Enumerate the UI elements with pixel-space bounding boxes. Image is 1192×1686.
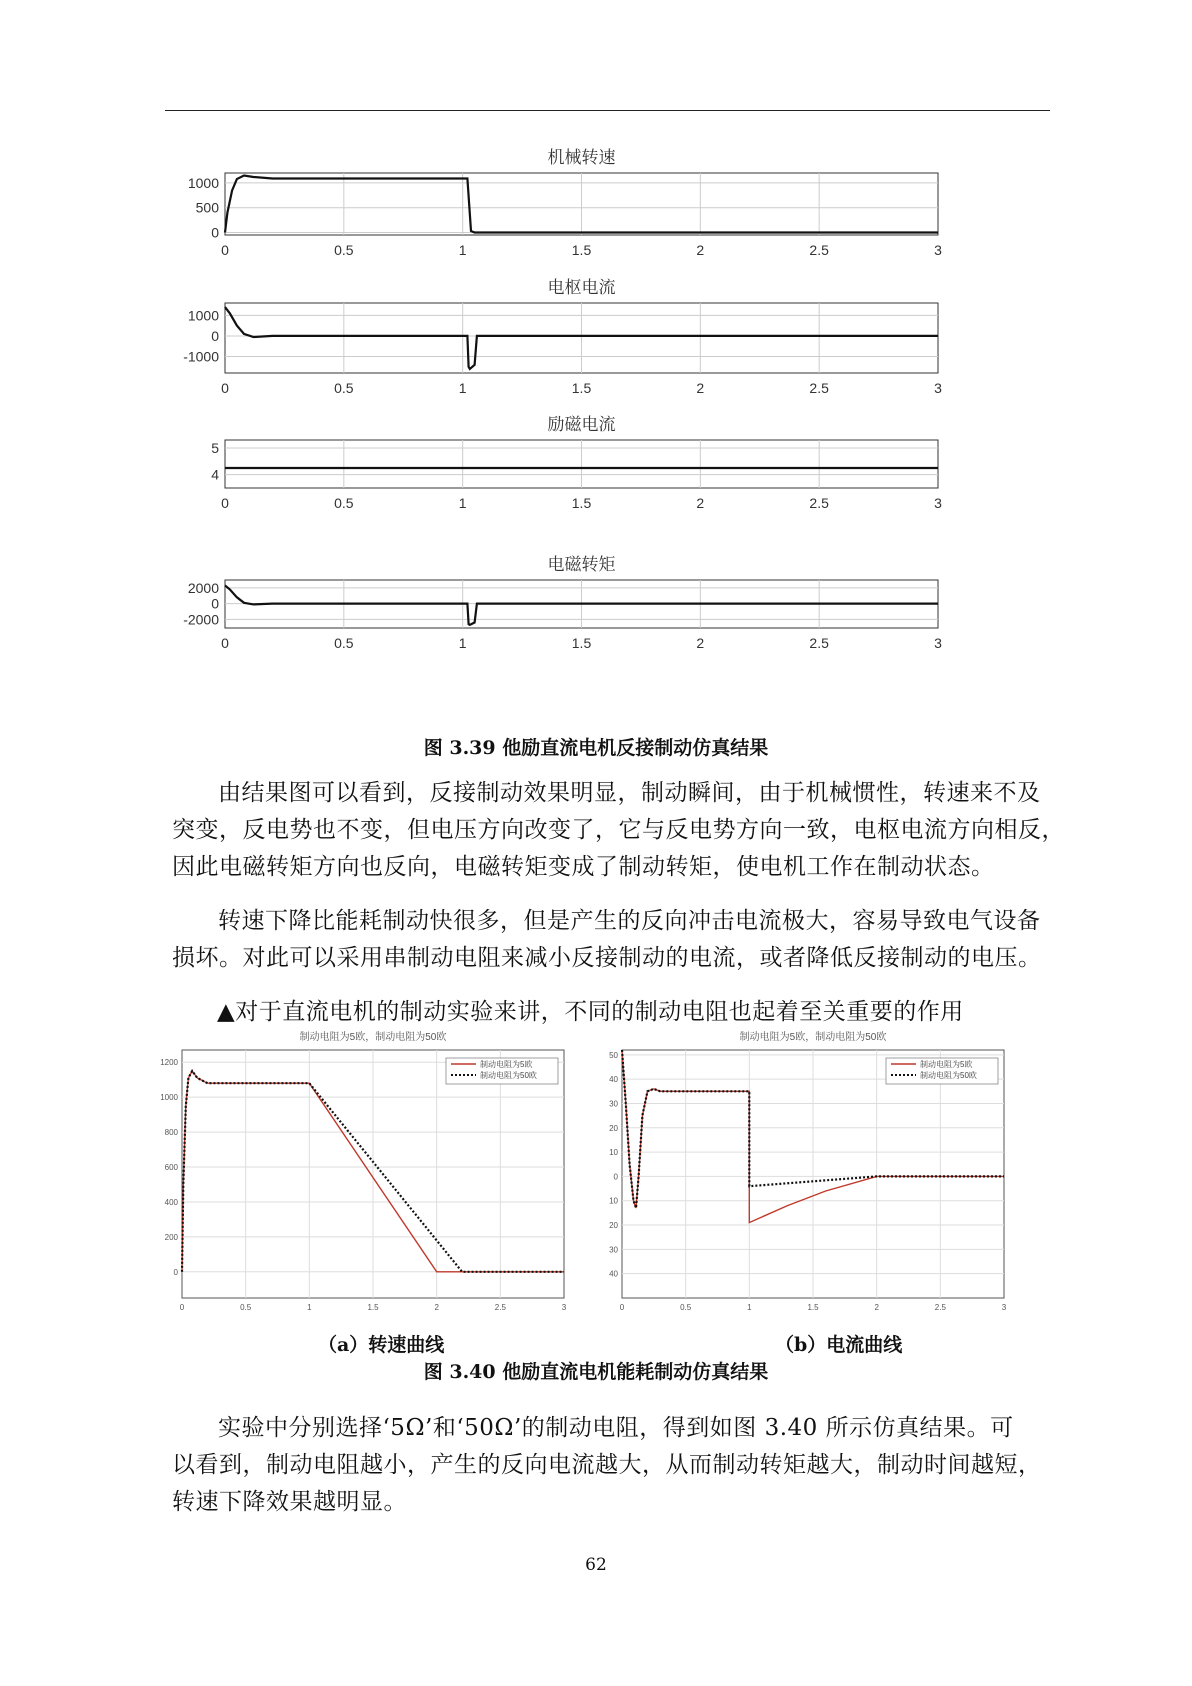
figure-3-40-caption: 图 3.40 他励直流电机能耗制动仿真结果 bbox=[423, 1361, 769, 1383]
y-tick-label: 30 bbox=[609, 1099, 618, 1109]
x-tick-label: 3 bbox=[1001, 1303, 1007, 1312]
x-tick-label: 3 bbox=[934, 635, 942, 651]
y-tick-label: 2000 bbox=[187, 579, 219, 596]
y-tick-label: -2000 bbox=[183, 611, 219, 628]
figure-3-39 bbox=[150, 135, 1030, 710]
x-tick-label: 1.5 bbox=[571, 242, 592, 258]
x-tick-label: 1.5 bbox=[807, 1303, 819, 1312]
x-tick-label: 0.5 bbox=[334, 242, 354, 258]
chart-title: 制动电阻为5欧，制动电阻为50欧 bbox=[739, 1032, 887, 1043]
x-tick-label: 1.5 bbox=[571, 635, 592, 651]
page-number: 62 bbox=[585, 1555, 607, 1575]
x-tick-label: 2 bbox=[434, 1303, 439, 1312]
paragraph-2 bbox=[172, 903, 1052, 977]
paragraph-line: 以看到，制动电阻越小，产生的反向电流越大，从而制动转矩越大，制动时间越短， bbox=[172, 1452, 1042, 1478]
paragraph-3 bbox=[172, 1410, 1052, 1521]
x-tick-label: 1 bbox=[307, 1303, 312, 1312]
x-tick-label: 0 bbox=[179, 1303, 185, 1312]
x-tick-label: 2.5 bbox=[494, 1303, 506, 1312]
paragraph-line: 转速下降效果越明显。 bbox=[172, 1489, 407, 1515]
figure-3-40-a-chart bbox=[160, 1028, 600, 1328]
panel-title: 机械转速 bbox=[547, 148, 616, 167]
x-tick-label: 3 bbox=[934, 495, 942, 511]
paragraph-1 bbox=[172, 775, 1065, 886]
y-tick-label: 5 bbox=[211, 440, 219, 456]
x-tick-label: 3 bbox=[934, 380, 942, 396]
bullet-line: ▲对于直流电机的制动实验来讲，不同的制动电阻也起着至关重要的作用 bbox=[217, 999, 964, 1025]
x-tick-label: 0.5 bbox=[240, 1303, 252, 1312]
figure-3-40-a-caption: （a）转速曲线 bbox=[318, 1334, 445, 1356]
y-tick-label: 50 bbox=[609, 1050, 618, 1060]
paragraph-line: 实验中分别选择‘5Ω’和‘50Ω’的制动电阻，得到如图 3.40 所示仿真结果。可 bbox=[218, 1415, 1014, 1441]
legend-label: 制动电阻为50欧 bbox=[480, 1071, 537, 1080]
x-tick-label: 1 bbox=[458, 495, 467, 511]
y-tick-label: 10 bbox=[609, 1148, 618, 1158]
x-tick-label: 3 bbox=[934, 242, 942, 258]
y-tick-label: 200 bbox=[164, 1232, 178, 1242]
y-tick-label: 0 bbox=[211, 595, 219, 612]
x-tick-label: 1 bbox=[458, 242, 467, 258]
y-tick-label: 20 bbox=[609, 1221, 618, 1231]
y-tick-label: 0 bbox=[613, 1172, 618, 1182]
figure-3-39-caption: 图 3.39 他励直流电机反接制动仿真结果 bbox=[423, 737, 769, 759]
x-tick-label: 0 bbox=[221, 380, 229, 396]
panel-title: 电枢电流 bbox=[547, 278, 616, 297]
y-tick-label: 600 bbox=[164, 1163, 178, 1173]
legend-label: 制动电阻为5欧 bbox=[480, 1060, 533, 1069]
x-tick-label: 0 bbox=[619, 1303, 625, 1312]
x-tick-label: 2.5 bbox=[809, 495, 829, 511]
paragraph-line: 损坏。对此可以采用串制动电阻来减小反接制动的电流，或者降低反接制动的电压。 bbox=[172, 945, 1042, 971]
figure-3-40-b-chart bbox=[600, 1028, 1040, 1328]
x-tick-label: 2.5 bbox=[809, 635, 829, 651]
x-tick-label: 2.5 bbox=[809, 380, 829, 396]
x-tick-label: 1.5 bbox=[367, 1303, 379, 1312]
legend-label: 制动电阻为50欧 bbox=[920, 1071, 977, 1080]
x-tick-label: 2.5 bbox=[934, 1303, 946, 1312]
y-tick-label: 500 bbox=[195, 199, 219, 216]
x-tick-label: 2 bbox=[696, 635, 705, 651]
x-tick-label: 0 bbox=[221, 242, 229, 258]
y-tick-label: 10 bbox=[609, 1196, 618, 1206]
y-tick-label: 20 bbox=[609, 1123, 618, 1133]
y-tick-label: -1000 bbox=[183, 348, 219, 365]
paragraph-line: 由结果图可以看到，反接制动效果明显，制动瞬间，由于机械惯性，转速来不及 bbox=[218, 780, 1041, 806]
x-tick-label: 2 bbox=[696, 242, 705, 258]
x-tick-label: 1 bbox=[747, 1303, 752, 1312]
paragraph-line: 突变，反电势也不变，但电压方向改变了，它与反电势方向一致，电枢电流方向相反， bbox=[172, 817, 1065, 843]
panel-title: 励磁电流 bbox=[547, 415, 616, 434]
chart-title: 制动电阻为5欧，制动电阻为50欧 bbox=[299, 1032, 447, 1043]
x-tick-label: 0.5 bbox=[680, 1303, 692, 1312]
figure-3-40-b-caption: （b）电流曲线 bbox=[775, 1334, 903, 1356]
paragraph-line: 转速下降比能耗制动快很多，但是产生的反向冲击电流极大，容易导致电气设备 bbox=[218, 908, 1041, 934]
x-tick-label: 0.5 bbox=[334, 635, 354, 651]
y-tick-label: 0 bbox=[173, 1267, 178, 1277]
x-tick-label: 1.5 bbox=[571, 380, 592, 396]
y-tick-label: 0 bbox=[211, 327, 219, 344]
x-tick-label: 0.5 bbox=[334, 495, 354, 511]
y-tick-label: 1000 bbox=[187, 307, 219, 324]
x-tick-label: 2 bbox=[696, 495, 705, 511]
y-tick-label: 1000 bbox=[160, 1093, 178, 1103]
y-tick-label: 1000 bbox=[187, 174, 219, 191]
x-tick-label: 0.5 bbox=[334, 380, 354, 396]
y-tick-label: 4 bbox=[211, 466, 219, 483]
x-tick-label: 2.5 bbox=[809, 242, 829, 258]
x-tick-label: 0 bbox=[221, 495, 229, 511]
y-tick-label: 0 bbox=[211, 224, 219, 241]
paragraph-line: 因此电磁转矩方向也反向，电磁转矩变成了制动转矩，使电机工作在制动状态。 bbox=[172, 854, 995, 880]
x-tick-label: 1 bbox=[458, 635, 467, 651]
legend-label: 制动电阻为5欧 bbox=[920, 1060, 973, 1069]
x-tick-label: 1 bbox=[458, 380, 467, 396]
x-tick-label: 1.5 bbox=[571, 495, 592, 511]
y-tick-label: 30 bbox=[609, 1245, 618, 1255]
x-tick-label: 3 bbox=[561, 1303, 567, 1312]
y-tick-label: 40 bbox=[609, 1269, 618, 1279]
x-tick-label: 2 bbox=[696, 380, 705, 396]
header-rule bbox=[165, 110, 1050, 111]
x-tick-label: 0 bbox=[221, 635, 229, 651]
y-tick-label: 400 bbox=[164, 1197, 178, 1207]
y-tick-label: 40 bbox=[609, 1075, 618, 1085]
y-tick-label: 800 bbox=[164, 1128, 178, 1138]
panel-title: 电磁转矩 bbox=[547, 555, 616, 574]
y-tick-label: 1200 bbox=[160, 1058, 178, 1068]
x-tick-label: 2 bbox=[874, 1303, 879, 1312]
